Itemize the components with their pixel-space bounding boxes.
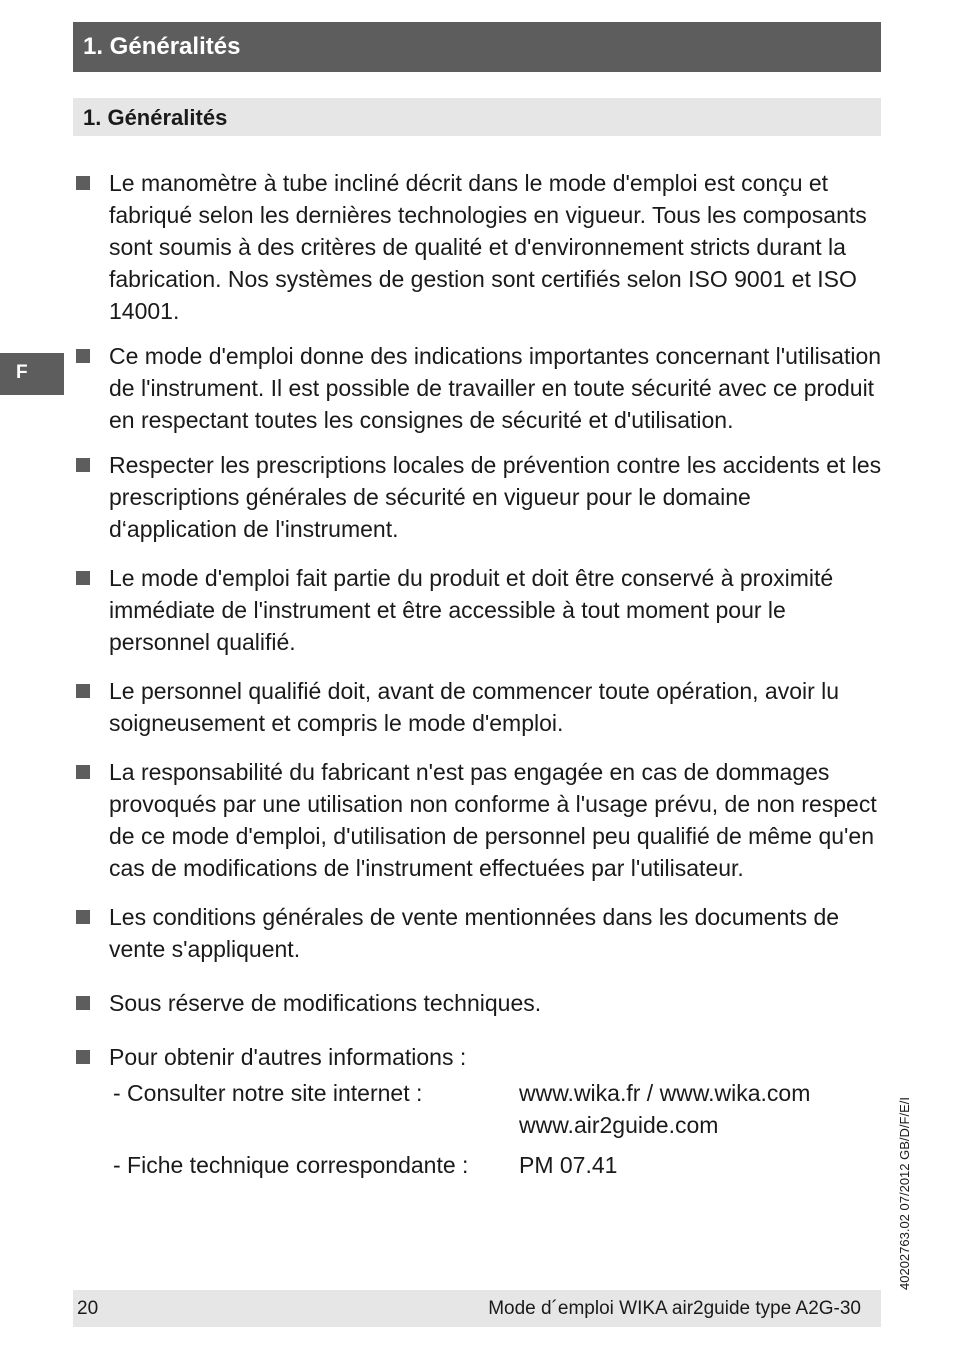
chapter-header [73,22,881,72]
list-item-text: Ce mode d'emploi donne des indications importantes concernant l'utilisation de l'instrument. Il est possible de travailler en toute sécurité avec ce produit en respectant toutes les consignes de sécurité et d'utilisation. [109,343,882,433]
info-table [113,1077,810,1181]
info-row-website [113,1077,810,1141]
list-item [73,987,883,1019]
info-row-datasheet [113,1141,810,1181]
page-footer [73,1290,881,1327]
page-number: 20 [77,1298,99,1319]
bullet-square-icon [76,176,90,190]
bullet-square-icon [76,765,90,779]
list-item [73,340,883,436]
info-intro: Pour obtenir d'autres informations : [109,1044,467,1070]
datasheet-label: - Fiche technique correspondante : [113,1152,469,1178]
bullet-square-icon [76,1050,90,1064]
section-header [73,98,881,136]
bullet-square-icon [76,458,90,472]
section-title: 1. Généralités [83,105,228,130]
website-url-primary[interactable]: www.wika.fr / www.wika.com [519,1080,811,1106]
bullet-square-icon [76,996,90,1010]
list-item-text: Le manomètre à tube incliné décrit dans le mode d'emploi est conçu et fabriqué selon les dernières technologies en vigueur. Tous les composants sont soumis à des critères de qualité et d'environnement stricts durant la fabrication. Nos systèmes de gestion sont certifiés selon ISO 9001 et ISO 14001. [109,170,867,324]
list-item-text: Le personnel qualifié doit, avant de commencer toute opération, avoir lu soigneusement et compris le mode d'emploi. [109,678,840,736]
list-item-text: Respecter les prescriptions locales de prévention contre les accidents et les prescriptions générales de sécurité en vigueur pour le domaine d‘application de l'instrument. [109,452,882,542]
language-tab [0,353,64,395]
bullet-square-icon [76,684,90,698]
list-item [73,167,883,327]
list-item [73,756,883,884]
list-item [73,562,883,658]
website-url-secondary[interactable]: www.air2guide.com [519,1112,719,1138]
list-item-text: Sous réserve de modifications techniques. [109,990,542,1016]
list-item-info [73,1041,883,1181]
footer-doc-title: Mode d´emploi WIKA air2guide type A2G-30 [488,1298,861,1319]
list-item-text: La responsabilité du fabricant n'est pas engagée en cas de dommages provoqués par une utilisation non conforme à l'usage prévu, de non respect de ce mode d'emploi, d'utilisation de personnel peu qualifié de même qu'en cas de modifications de l'instrument effectuées par l'utilisateur. [109,759,877,881]
chapter-title: 1. Généralités [83,33,241,60]
bullet-square-icon [76,349,90,363]
website-values [519,1077,810,1141]
list-item [73,449,883,545]
list-item [73,901,883,965]
document-code: 40202763.02 07/2012 GB/D/F/E/I [897,1097,912,1290]
bullet-square-icon [76,910,90,924]
datasheet-value: PM 07.41 [519,1152,618,1178]
list-item-text: Le mode d'emploi fait partie du produit et doit être conservé à proximité immédiate de l'instrument et être accessible à tout moment pour le personnel qualifié. [109,565,834,655]
list-item-text: Les conditions générales de vente mentionnées dans les documents de vente s'appliquent. [109,904,840,962]
list-item [73,675,883,739]
bullet-square-icon [76,571,90,585]
bullet-list [73,167,883,1194]
language-tab-label: F [16,362,28,383]
website-label: - Consulter notre site internet : [113,1080,423,1106]
